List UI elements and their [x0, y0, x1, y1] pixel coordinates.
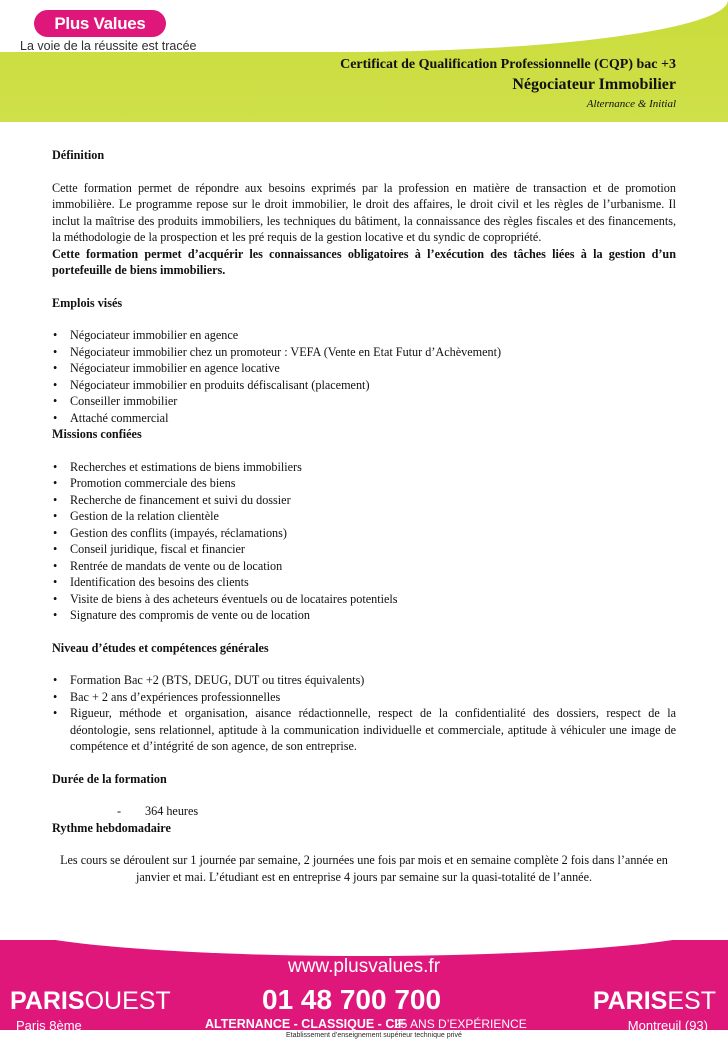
paris-est-district: Montreuil (93)	[627, 1018, 708, 1033]
phone-number: 01 48 700 700	[262, 984, 442, 1015]
bullet-icon: •	[53, 575, 58, 589]
missions-heading: Missions confiées	[52, 427, 142, 441]
footer-banner	[0, 940, 728, 1039]
list-item: • Attaché commercial	[53, 410, 169, 425]
footer-slogan: ALTERNANCE - CLASSIQUE - CIF	[205, 1017, 406, 1031]
bullet-icon: •	[53, 361, 58, 375]
list-item: • Négociateur immobilier en agence	[53, 328, 239, 342]
certificate-title: Certificat de Qualification Professionnelle (CQP) bac +3	[340, 57, 676, 72]
niveau-list	[52, 672, 676, 755]
definition-bold-text: Cette formation permet d’acquérir les connaissances obligatoires à l’exécution des tâches liées à la gestion d’un portefeuille de biens immobiliers.	[52, 246, 676, 277]
bullet-icon: •	[53, 509, 58, 523]
niveau-heading: Niveau d’études et compétences générales	[52, 640, 269, 655]
list-item: • Conseiller immobilier	[53, 394, 178, 408]
bullet-icon: •	[53, 608, 58, 622]
list-item: • Promotion commerciale des biens	[53, 476, 236, 490]
list-item: • Formation Bac +2 (BTS, DEUG, DUT ou titres équivalents)	[53, 673, 365, 687]
missions-list	[52, 459, 676, 624]
list-item: • Recherche de financement et suivi du dossier	[53, 492, 291, 507]
bullet-icon: •	[53, 673, 58, 687]
plus-values-logo: Plus Values	[34, 10, 166, 37]
bullet-icon: •	[53, 558, 58, 573]
footer-curve	[0, 922, 728, 956]
list-item: • Conseil juridique, fiscal et financier	[53, 542, 245, 556]
header-banner	[0, 0, 728, 122]
emplois-list	[52, 327, 676, 426]
list-item: • Signature des compromis de vente ou de location	[53, 608, 310, 622]
bullet-icon: •	[53, 689, 58, 704]
list-item: • Bac + 2 ans d’expériences professionnelles	[53, 689, 281, 704]
list-item: • Identification des besoins des clients	[53, 575, 249, 589]
paris-est-logo: PARISEST	[592, 987, 716, 1015]
rythme-text: Les cours se déroulent sur 1 journée par semaine, 2 journées une fois par mois et en semaine complète 2 fois dans l’année en janvier et mai. L’étudiant est en entreprise 4 jours par semaine sur la quasi-totalité de l’année.	[60, 853, 668, 884]
duree-value-line	[52, 803, 676, 820]
rythme-heading: Rythme hebdomadaire	[52, 820, 171, 835]
list-item: • Rigueur, méthode et organisation, aisance rédactionnelle, respect de la confidentialité des dossiers, respect de la déontologie, sens relationnel, aptitude à la communication individuelle et commerciale, aptitude à véhiculer une image de compétence et d’intégrité de son agence, de son entreprise.	[53, 706, 676, 753]
website-link[interactable]: www.plusvalues.fr	[287, 956, 441, 977]
job-title: Négociateur Immobilier	[512, 76, 676, 93]
list-item: • Négociateur immobilier en produits défiscalisant (placement)	[53, 377, 370, 392]
emplois-heading: Emplois visés	[52, 295, 123, 310]
training-mode: Alternance & Initial	[586, 98, 676, 110]
list-item: • Rentrée de mandats de vente ou de location	[53, 558, 283, 573]
list-item: • Visite de biens à des acheteurs éventuels ou de locataires potentiels	[53, 591, 398, 606]
bullet-icon: •	[53, 492, 58, 507]
paris-ouest-district: Paris 8ème	[16, 1018, 82, 1033]
bullet-icon: •	[53, 410, 58, 425]
logo-tagline: La voie de la réussite est tracée	[20, 39, 197, 53]
dash-icon: -	[117, 804, 122, 818]
list-item: • Gestion de la relation clientèle	[53, 509, 219, 523]
bullet-icon: •	[53, 542, 58, 556]
experience-badge: 25 ANS D’EXPÉRIENCE	[394, 1017, 527, 1031]
duree-value: 364 heures	[145, 804, 199, 818]
bullet-icon: •	[53, 344, 58, 359]
bullet-icon: •	[53, 591, 58, 606]
bullet-icon: •	[53, 459, 58, 474]
bullet-icon: •	[53, 394, 58, 408]
paris-ouest-logo: PARISOUEST	[10, 987, 171, 1015]
list-item: • Négociateur immobilier chez un promoteur : VEFA (Vente en Etat Futur d’Achèvement)	[53, 344, 502, 359]
bullet-icon: •	[53, 706, 58, 720]
establishment-note: Etablissement d’enseignement supérieur technique privé	[286, 1032, 462, 1039]
duree-heading: Durée de la formation	[52, 771, 167, 786]
bullet-icon: •	[53, 328, 58, 342]
definition-heading: Définition	[52, 148, 105, 162]
list-item: • Recherches et estimations de biens immobiliers	[53, 459, 302, 474]
bullet-icon: •	[53, 377, 58, 392]
document-body	[52, 147, 676, 885]
list-item: • Négociateur immobilier en agence locative	[53, 361, 280, 375]
definition-text: Cette formation permet de répondre aux besoins exprimés par la profession en matière de transaction et de promotion immobilière. Le programme repose sur le droit immobilier, le droit des affaires, le droit civil et les règles de l’urbanisme. Il inclut la maîtrise des produits immobiliers, les techniques du bâtiment, la connaissance des règles fiscales et des financements, la méthodologie de la prospection et les pré requis de la gestion locative et du syndic de copropriété.	[52, 180, 676, 244]
list-item: • Gestion des conflits (impayés, réclamations)	[53, 525, 287, 540]
bullet-icon: •	[53, 476, 58, 490]
bullet-icon: •	[53, 525, 58, 540]
